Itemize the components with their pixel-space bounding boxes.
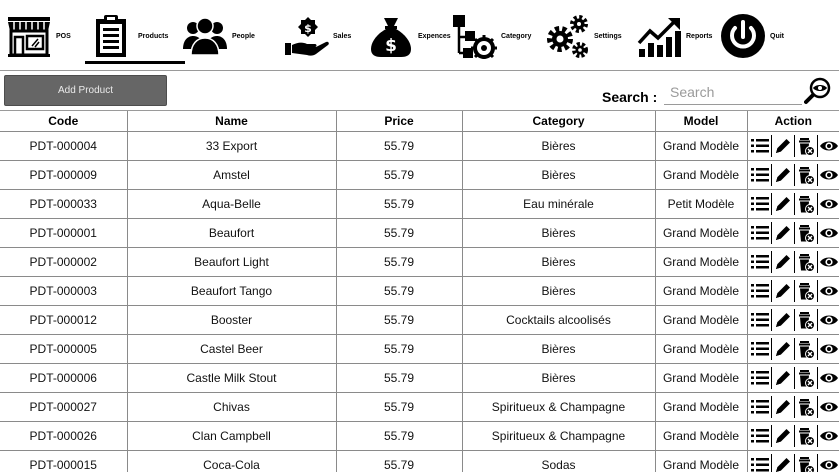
row-actions bbox=[748, 161, 839, 189]
row-actions bbox=[748, 335, 839, 363]
list-details-icon[interactable] bbox=[750, 368, 770, 388]
cell-price: 55.79 bbox=[336, 421, 462, 450]
table-row[interactable] bbox=[0, 392, 839, 421]
view-eye-icon[interactable] bbox=[819, 310, 839, 330]
delete-trash-icon[interactable] bbox=[796, 455, 816, 472]
cell-price: 55.79 bbox=[336, 131, 462, 160]
row-actions bbox=[748, 393, 839, 421]
cell-actions bbox=[747, 421, 839, 450]
cell-code: PDT-000012 bbox=[0, 305, 127, 334]
edit-pencil-icon[interactable] bbox=[773, 339, 793, 359]
storefront-icon bbox=[6, 13, 52, 59]
cell-price: 55.79 bbox=[336, 392, 462, 421]
action-divider bbox=[794, 309, 795, 331]
svg-text:$: $ bbox=[304, 22, 312, 35]
search-input[interactable] bbox=[664, 79, 802, 105]
nav-item-products[interactable] bbox=[88, 10, 168, 62]
cell-actions bbox=[747, 160, 839, 189]
cell-model: Grand Modèle bbox=[655, 305, 747, 334]
view-eye-icon[interactable] bbox=[819, 397, 839, 417]
cell-actions bbox=[747, 334, 839, 363]
cell-category: Bières bbox=[462, 276, 655, 305]
col-header-category[interactable]: Category bbox=[462, 111, 655, 131]
row-actions bbox=[748, 277, 839, 305]
nav-item-reports[interactable] bbox=[636, 10, 712, 62]
action-divider bbox=[794, 251, 795, 273]
delete-trash-icon[interactable] bbox=[796, 281, 816, 301]
nav-item-category[interactable] bbox=[451, 10, 531, 62]
cell-category: Sodas bbox=[462, 450, 655, 472]
table-row[interactable] bbox=[0, 450, 839, 472]
action-divider bbox=[794, 164, 795, 186]
action-divider bbox=[794, 222, 795, 244]
action-divider bbox=[771, 280, 772, 302]
cell-actions bbox=[747, 131, 839, 160]
delete-trash-icon[interactable] bbox=[796, 368, 816, 388]
cell-category: Bières bbox=[462, 131, 655, 160]
cell-category: Bières bbox=[462, 247, 655, 276]
table-row[interactable] bbox=[0, 160, 839, 189]
action-divider bbox=[771, 367, 772, 389]
cell-model: Grand Modèle bbox=[655, 131, 747, 160]
col-header-action: Action bbox=[747, 111, 839, 131]
cell-model: Grand Modèle bbox=[655, 334, 747, 363]
view-eye-icon[interactable] bbox=[819, 223, 839, 243]
view-eye-icon[interactable] bbox=[819, 252, 839, 272]
cell-model: Grand Modèle bbox=[655, 392, 747, 421]
view-eye-icon[interactable] bbox=[819, 368, 839, 388]
list-details-icon[interactable] bbox=[750, 194, 770, 214]
edit-pencil-icon[interactable] bbox=[773, 397, 793, 417]
action-divider bbox=[771, 454, 772, 472]
col-header-code[interactable]: Code bbox=[0, 111, 127, 131]
view-eye-icon[interactable] bbox=[819, 426, 839, 446]
action-divider bbox=[794, 454, 795, 472]
cell-price: 55.79 bbox=[336, 363, 462, 392]
cell-code: PDT-000006 bbox=[0, 363, 127, 392]
row-actions bbox=[748, 451, 839, 472]
view-eye-icon[interactable] bbox=[819, 165, 839, 185]
row-actions bbox=[748, 248, 839, 276]
cell-model: Grand Modèle bbox=[655, 218, 747, 247]
cell-name: Aqua-Belle bbox=[127, 189, 336, 218]
list-details-icon[interactable] bbox=[750, 397, 770, 417]
people-group-icon bbox=[182, 13, 228, 59]
clipboard-icon bbox=[88, 13, 134, 59]
action-divider bbox=[817, 396, 818, 418]
cell-actions bbox=[747, 247, 839, 276]
nav-item-quit[interactable] bbox=[720, 10, 784, 62]
row-actions bbox=[748, 190, 839, 218]
delete-trash-icon[interactable] bbox=[796, 310, 816, 330]
cell-code: PDT-000005 bbox=[0, 334, 127, 363]
table-row[interactable] bbox=[0, 305, 839, 334]
products-table bbox=[0, 111, 839, 472]
row-actions bbox=[748, 132, 839, 160]
money-bag-icon bbox=[368, 13, 414, 59]
power-icon bbox=[720, 13, 766, 59]
list-details-icon[interactable] bbox=[750, 339, 770, 359]
cell-category: Spiritueux & Champagne bbox=[462, 392, 655, 421]
table-row[interactable] bbox=[0, 247, 839, 276]
table-row[interactable] bbox=[0, 421, 839, 450]
list-details-icon[interactable] bbox=[750, 136, 770, 156]
action-divider bbox=[794, 338, 795, 360]
cell-name: Amstel bbox=[127, 160, 336, 189]
col-header-model[interactable]: Model bbox=[655, 111, 747, 131]
row-actions bbox=[748, 219, 839, 247]
table-row[interactable] bbox=[0, 276, 839, 305]
table-row[interactable] bbox=[0, 189, 839, 218]
col-header-name[interactable]: Name bbox=[127, 111, 336, 131]
chart-arrow-icon bbox=[636, 13, 682, 59]
cell-price: 55.79 bbox=[336, 450, 462, 472]
nav-item-pos[interactable] bbox=[6, 10, 71, 62]
action-divider bbox=[817, 164, 818, 186]
action-divider bbox=[817, 193, 818, 215]
cell-name: Booster bbox=[127, 305, 336, 334]
cell-code: PDT-000033 bbox=[0, 189, 127, 218]
view-eye-icon[interactable] bbox=[819, 136, 839, 156]
cell-code: PDT-000009 bbox=[0, 160, 127, 189]
cell-code: PDT-000015 bbox=[0, 450, 127, 472]
cell-model: Petit Modèle bbox=[655, 189, 747, 218]
cell-model: Grand Modèle bbox=[655, 247, 747, 276]
action-divider bbox=[794, 135, 795, 157]
gears-icon bbox=[544, 13, 590, 59]
cell-actions bbox=[747, 305, 839, 334]
edit-pencil-icon[interactable] bbox=[773, 194, 793, 214]
search-eye-icon[interactable] bbox=[804, 77, 832, 105]
cell-name: Castel Beer bbox=[127, 334, 336, 363]
list-details-icon[interactable] bbox=[750, 310, 770, 330]
action-divider bbox=[794, 367, 795, 389]
action-divider bbox=[771, 193, 772, 215]
list-details-icon[interactable] bbox=[750, 455, 770, 472]
cell-code: PDT-000002 bbox=[0, 247, 127, 276]
nav-label-pos: POS bbox=[56, 32, 71, 40]
nav-label-category: Category bbox=[501, 32, 532, 40]
cell-code: PDT-000004 bbox=[0, 131, 127, 160]
action-divider bbox=[771, 251, 772, 273]
cell-name: Clan Campbell bbox=[127, 421, 336, 450]
action-divider bbox=[817, 251, 818, 273]
edit-pencil-icon[interactable] bbox=[773, 310, 793, 330]
cell-model: Grand Modèle bbox=[655, 276, 747, 305]
nav-label-settings: Settings bbox=[594, 32, 622, 40]
view-eye-icon[interactable] bbox=[819, 455, 839, 472]
cell-name: Coca-Cola bbox=[127, 450, 336, 472]
action-divider bbox=[771, 396, 772, 418]
nav-label-products: Products bbox=[138, 32, 169, 40]
cell-actions bbox=[747, 189, 839, 218]
add-product-button[interactable]: Add Product bbox=[4, 75, 167, 106]
action-divider bbox=[771, 222, 772, 244]
list-details-icon[interactable] bbox=[750, 252, 770, 272]
action-divider bbox=[817, 309, 818, 331]
product-toolbar bbox=[0, 70, 839, 111]
cell-actions bbox=[747, 276, 839, 305]
view-eye-icon[interactable] bbox=[819, 339, 839, 359]
edit-pencil-icon[interactable] bbox=[773, 455, 793, 472]
cell-actions bbox=[747, 363, 839, 392]
action-divider bbox=[771, 338, 772, 360]
delete-trash-icon[interactable] bbox=[796, 397, 816, 417]
action-divider bbox=[794, 425, 795, 447]
cell-name: Beaufort Tango bbox=[127, 276, 336, 305]
top-nav bbox=[0, 0, 839, 68]
cell-code: PDT-000001 bbox=[0, 218, 127, 247]
cell-model: Grand Modèle bbox=[655, 363, 747, 392]
action-divider bbox=[817, 222, 818, 244]
cell-actions bbox=[747, 218, 839, 247]
cell-code: PDT-000027 bbox=[0, 392, 127, 421]
cell-name: Beaufort bbox=[127, 218, 336, 247]
action-divider bbox=[794, 193, 795, 215]
action-divider bbox=[771, 425, 772, 447]
delete-trash-icon[interactable] bbox=[796, 136, 816, 156]
cell-price: 55.79 bbox=[336, 305, 462, 334]
cell-price: 55.79 bbox=[336, 218, 462, 247]
view-eye-icon[interactable] bbox=[819, 281, 839, 301]
delete-trash-icon[interactable] bbox=[796, 252, 816, 272]
edit-pencil-icon[interactable] bbox=[773, 223, 793, 243]
cell-name: Chivas bbox=[127, 392, 336, 421]
edit-pencil-icon[interactable] bbox=[773, 165, 793, 185]
nav-item-people[interactable] bbox=[182, 10, 255, 62]
svg-text:$: $ bbox=[385, 36, 397, 56]
edit-pencil-icon[interactable] bbox=[773, 252, 793, 272]
edit-pencil-icon[interactable] bbox=[773, 368, 793, 388]
cell-model: Grand Modèle bbox=[655, 450, 747, 472]
cell-model: Grand Modèle bbox=[655, 421, 747, 450]
action-divider bbox=[817, 454, 818, 472]
category-tree-icon bbox=[451, 13, 497, 59]
list-details-icon[interactable] bbox=[750, 426, 770, 446]
active-tab-indicator bbox=[85, 61, 185, 64]
cell-actions bbox=[747, 392, 839, 421]
products-table-body bbox=[0, 131, 839, 472]
cell-category: Bières bbox=[462, 363, 655, 392]
cell-category: Bières bbox=[462, 334, 655, 363]
action-divider bbox=[817, 338, 818, 360]
cell-price: 55.79 bbox=[336, 160, 462, 189]
action-divider bbox=[771, 135, 772, 157]
list-details-icon[interactable] bbox=[750, 223, 770, 243]
nav-label-people: People bbox=[232, 32, 255, 40]
col-header-price[interactable]: Price bbox=[336, 111, 462, 131]
list-details-icon[interactable] bbox=[750, 281, 770, 301]
cell-category: Spiritueux & Champagne bbox=[462, 421, 655, 450]
nav-label-quit: Quit bbox=[770, 32, 784, 40]
nav-label-expences: Expences bbox=[418, 32, 451, 40]
nav-item-sales[interactable] bbox=[283, 10, 351, 62]
view-eye-icon[interactable] bbox=[819, 194, 839, 214]
nav-item-settings[interactable] bbox=[544, 10, 622, 62]
delete-trash-icon[interactable] bbox=[796, 339, 816, 359]
action-divider bbox=[794, 280, 795, 302]
cell-price: 55.79 bbox=[336, 189, 462, 218]
cell-category: Eau minérale bbox=[462, 189, 655, 218]
cell-price: 55.79 bbox=[336, 334, 462, 363]
cell-name: Castle Milk Stout bbox=[127, 363, 336, 392]
nav-label-sales: Sales bbox=[333, 32, 352, 40]
nav-item-expences[interactable] bbox=[368, 10, 451, 62]
delete-trash-icon[interactable] bbox=[796, 165, 816, 185]
list-details-icon[interactable] bbox=[750, 165, 770, 185]
action-divider bbox=[817, 280, 818, 302]
action-divider bbox=[817, 135, 818, 157]
table-header-row bbox=[0, 111, 839, 131]
cell-code: PDT-000026 bbox=[0, 421, 127, 450]
cell-price: 55.79 bbox=[336, 276, 462, 305]
action-divider bbox=[771, 309, 772, 331]
cell-category: Bières bbox=[462, 160, 655, 189]
hand-dollar-icon bbox=[283, 13, 329, 59]
cell-model: Grand Modèle bbox=[655, 160, 747, 189]
edit-pencil-icon[interactable] bbox=[773, 136, 793, 156]
delete-trash-icon[interactable] bbox=[796, 194, 816, 214]
action-divider bbox=[817, 425, 818, 447]
row-actions bbox=[748, 364, 839, 392]
action-divider bbox=[771, 164, 772, 186]
cell-price: 55.79 bbox=[336, 247, 462, 276]
action-divider bbox=[794, 396, 795, 418]
cell-category: Cocktails alcoolisés bbox=[462, 305, 655, 334]
edit-pencil-icon[interactable] bbox=[773, 281, 793, 301]
search-label: Search : bbox=[602, 89, 658, 105]
delete-trash-icon[interactable] bbox=[796, 426, 816, 446]
cell-code: PDT-000003 bbox=[0, 276, 127, 305]
cell-name: Beaufort Light bbox=[127, 247, 336, 276]
delete-trash-icon[interactable] bbox=[796, 223, 816, 243]
table-row[interactable] bbox=[0, 334, 839, 363]
table-row[interactable] bbox=[0, 131, 839, 160]
row-actions bbox=[748, 422, 839, 450]
action-divider bbox=[817, 367, 818, 389]
edit-pencil-icon[interactable] bbox=[773, 426, 793, 446]
nav-label-reports: Reports bbox=[686, 32, 713, 40]
cell-name: 33 Export bbox=[127, 131, 336, 160]
row-actions bbox=[748, 306, 839, 334]
cell-category: Bières bbox=[462, 218, 655, 247]
cell-actions bbox=[747, 450, 839, 472]
table-row[interactable] bbox=[0, 218, 839, 247]
table-row[interactable] bbox=[0, 363, 839, 392]
